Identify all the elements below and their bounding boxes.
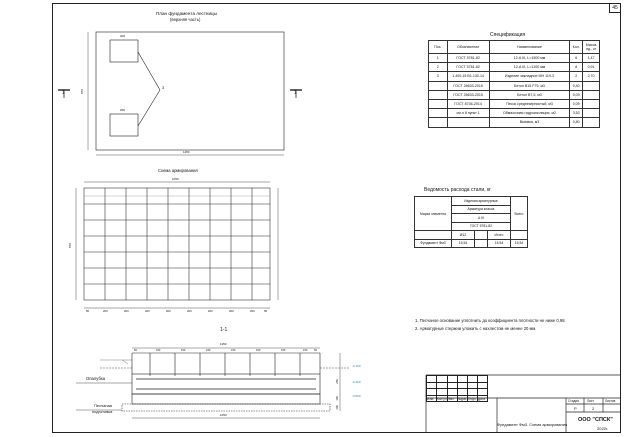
plan-title: План фундамента лестницы bbox=[156, 11, 217, 16]
plan-dim-total: 1150 bbox=[183, 150, 190, 154]
concrete-prep bbox=[132, 394, 320, 404]
plan-pocket-bottom bbox=[110, 114, 138, 136]
reinforcement-mesh bbox=[76, 182, 278, 308]
plan-outline bbox=[96, 32, 284, 150]
table-row: ГОСТ 8736-2014 Песок среднезернистый, м3 0,09 bbox=[429, 99, 600, 108]
table-row: Фундамент Фм3 15,54 15,54 15,54 bbox=[415, 239, 528, 248]
label-formwork: Опалубка bbox=[86, 376, 106, 381]
section-1-1 bbox=[76, 348, 350, 418]
label-sand: Песчаная bbox=[94, 403, 112, 408]
leader-line bbox=[138, 52, 160, 90]
note-item: 2. Арматурные стержни уложить с нахлестом не менее 20 мм. bbox=[415, 326, 537, 331]
sand-bed bbox=[122, 404, 330, 411]
stage-value: Р bbox=[574, 406, 577, 411]
section-right-dim: 100 bbox=[334, 396, 339, 401]
specification-table bbox=[428, 40, 600, 128]
table-row: 3 1.400-15 В1.130-14 Изделие закладное МН 119-3 2 2,70 bbox=[429, 72, 600, 81]
section-mark-right: 1 bbox=[294, 90, 297, 96]
table-row: ГОСТ 26633-2015 Бетон В15 F75, м3 0,40 bbox=[429, 81, 600, 90]
plan-subtitle: (верхняя часть) bbox=[170, 17, 201, 22]
section-dim-bottom: 1050 bbox=[220, 413, 227, 417]
note-item: 1. Песчаное основание уплотнить до коэффициента плотности не ниже 0,98. bbox=[415, 318, 566, 323]
mesh-outline bbox=[84, 188, 270, 300]
label-sand-2: подготовка bbox=[92, 409, 113, 414]
table-row: 1 ГОСТ 5781-82 12-А III, L=1500 мм 6 1,47 bbox=[429, 54, 600, 63]
section-right-dim: 100 bbox=[334, 405, 339, 410]
table-row: ГОСТ 26633-2015 Бетон В7,5, м3 0,09 bbox=[429, 90, 600, 99]
mesh-title: Схема армирования bbox=[158, 168, 198, 173]
section-dim-total: 1150 bbox=[220, 342, 227, 346]
notes bbox=[415, 317, 566, 333]
spec-title: Спецификация bbox=[490, 32, 526, 38]
spec-header-row: Поз. Обозначение Наименование Кол. Масса ед., кг bbox=[429, 41, 600, 54]
steel-table: Марка элемента Изделия арматурные Всего Арматура класса А III ГОСТ 5781-82 Ø12 Итого Фундамент Фм3 15,54 15,54 15,54 bbox=[414, 196, 528, 248]
foundation-plan bbox=[58, 32, 302, 155]
level-mark-mid: -0.400 bbox=[352, 380, 361, 384]
leader-line bbox=[138, 90, 160, 126]
plan-dim-pocket: 200 bbox=[120, 34, 126, 38]
sheet-header: Лист bbox=[587, 399, 594, 403]
steel-title: Ведомость расхода стали, кг bbox=[424, 187, 491, 193]
mesh-dim-top: 1050 bbox=[172, 177, 179, 181]
table-row: 2 ГОСТ 5781-82 12-А III, L=1100 мм 8 0,91 bbox=[429, 63, 600, 72]
year: 2022г. bbox=[597, 426, 608, 431]
level-mark-top: -0.150 bbox=[352, 364, 361, 368]
section-right-dim: 250 bbox=[334, 379, 339, 384]
leader-label: 3 bbox=[162, 85, 165, 90]
level-mark-bottom: -0.500 bbox=[352, 394, 361, 398]
revision-grid: Изм. Кол.уч Лист №док. Подп. Дата bbox=[426, 375, 488, 402]
sheets-header: Листов bbox=[605, 399, 616, 403]
stage-header: Стадия bbox=[568, 399, 579, 403]
organization: ООО "СПСК" bbox=[578, 417, 613, 423]
table-row: Выемка, м3 0,80 bbox=[429, 118, 600, 127]
section-mark-left: 1 bbox=[62, 90, 65, 96]
plan-pocket-top bbox=[110, 40, 138, 62]
section-title: 1-1 bbox=[220, 327, 228, 333]
sheet-number: 45 bbox=[609, 3, 621, 13]
drawing-sheet: 45 План фундамента лестницы (верхняя часть) 1150 870 200 200 3 1 1 Схема армирования 1050 870 50 200 200 200 200 200 200 200 200 50 1-1 1150 50 150 150 150 150 150 150 150 50 1050 Опалубка Песчаная подготовка -0.150 -0.400 -0.500 250 100 100 Спецификация Поз. Обозначение Наименование Кол. Масса ед., кг 1 ГОСТ 5781-82 12-А III, L=1500 мм 6 1,47 2 ГОСТ 5781-82 12-А III, L=1100 мм 8 0,91 3 1.400-15 В1.130-14 Изделие закладное МН 119-3 2 2,70 ГОСТ 26633-2015 Бетон В15 F75, м3 0,40 ГОСТ 26633-2015 Бетон В7,5, м3 0,09 ГОСТ 8736-2014 Песок среднезернистый, м3 0,09 см.л 8 пункт 1 Обмазочная гидроизоляция, м2 3,53 Выемка, м3 0,80 Ведомость расхода стали, кг Марка элемента Изделия арматурные Всего Арматура класса А III ГОСТ 5781-82 Ø12 Итого Фундамент Фм3 15,54 15,54 15,54 1. Песчаное основание уплотнить до коэффициента плотности не ниже 0,98. 2. Арматурные стержни уложить с нахлестом не менее 20 мм. Изм. Кол.уч Лист №док. Подп. Дата Стадия Лист Листов Р 2 Фундамент Фм3. Схема армирования ООО "СПСК" 2022г. bbox=[0, 0, 625, 437]
foundation-slab bbox=[132, 374, 320, 394]
drawing-title: Фундамент Фм3. Схема армирования bbox=[497, 422, 568, 427]
plan-dim-pocket: 200 bbox=[120, 108, 126, 112]
table-row: см.л 8 пункт 1 Обмазочная гидроизоляция, м2 3,53 bbox=[429, 109, 600, 118]
mesh-dim-side: 870 bbox=[68, 242, 73, 249]
sheet-value: 2 bbox=[592, 406, 595, 411]
plan-dim-side: 870 bbox=[80, 88, 85, 95]
